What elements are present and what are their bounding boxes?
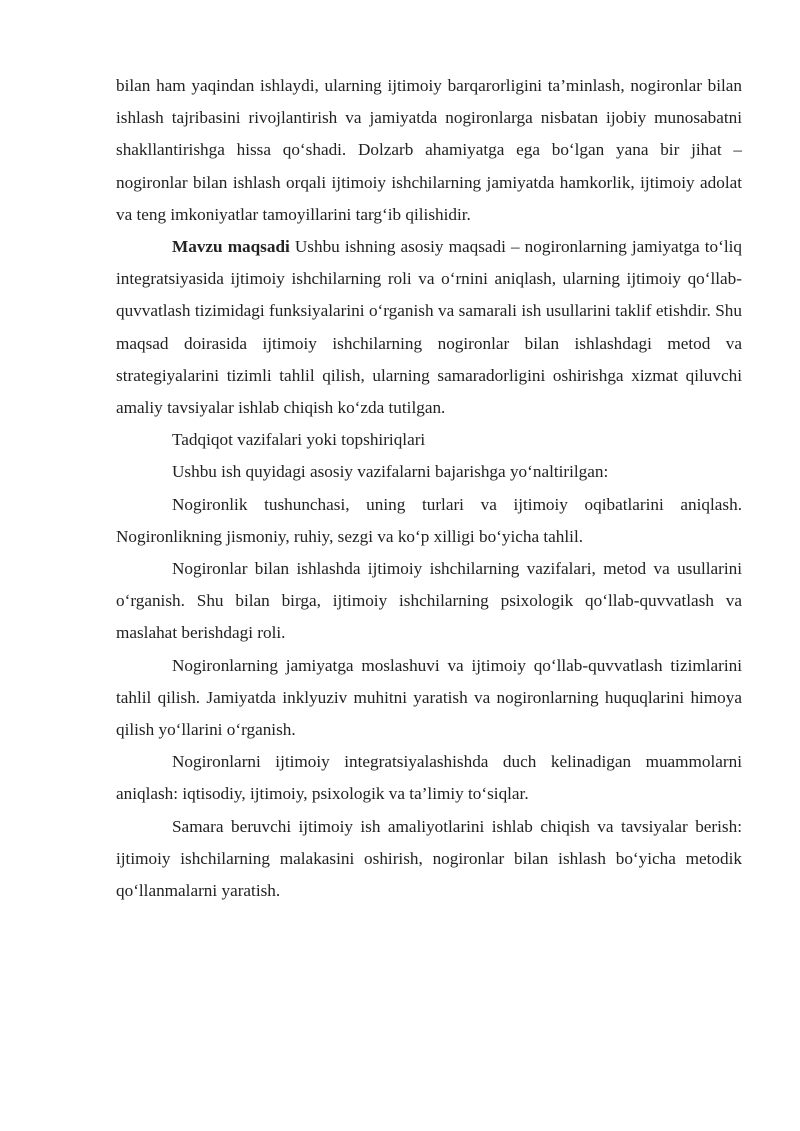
paragraph-task-5: Samara beruvchi ijtimoiy ish amaliyotlarini ishlab chiqish va tavsiyalar berish: ijtimoiy ishchilarning malakasini oshirish, nogironlar bilan ishlash bo‘yicha metodik qo‘llanmalarni yaratish. (116, 816, 742, 901)
paragraph-task-3: Nogironlarning jamiyatga moslashuvi va ijtimoiy qo‘llab-quvvatlash tizimlarini tahlil qilish. Jamiyatda inklyuziv muhitni yaratish va nogironlarning huquqlarini himoya qilish yo‘llarini o‘rganish. (116, 655, 742, 740)
paragraph-topic-goal (116, 231, 742, 424)
topic-goal-heading: Mavzu maqsadi (172, 237, 290, 257)
document-page (116, 70, 742, 907)
paragraph-task-4: Nogironlarni ijtimoiy integratsiyalashishda duch kelinadigan muammolarni aniqlash: iqtisodiy, ijtimoiy, psixologik va ta’limiy to‘siqlar. (116, 752, 742, 804)
paragraph-task-2: Nogironlar bilan ishlashda ijtimoiy ishchilarning vazifalari, metod va usullarini o‘rganish. Shu bilan birga, ijtimoiy ishchilarning psixologik qo‘llab-quvvatlash va maslahat berishdagi roli. (116, 559, 742, 643)
paragraph-tasks-intro: Ushbu ish quyidagi asosiy vazifalarni bajarishga yo‘naltirilgan: (172, 462, 609, 482)
topic-goal-text: Ushbu ishning asosiy maqsadi – nogironlarning jamiyatga to‘liq integratsiyasida ijtimoiy ishchilarning roli va o‘rnini aniqlash, ularning ijtimoiy qo‘llab-quvvatlash tizimidagi funksiyalarini o‘rganish va samarali ish usullarini taklif etishdir. Shu maqsad doirasida ijtimoiy ishchilarning nogironlar bilan ishlashdagi metod va strategiyalarini tizimli tahlil qilish, ularning samaradorligini oshirishga xizmat qiluvchi amaliy tavsiyalar ishlab chiqish ko‘zda tutilgan. (116, 237, 742, 418)
paragraph-intro-continuation: bilan ham yaqindan ishlaydi, ularning ijtimoiy barqarorligini ta’minlash, nogironlar bilan ishlash tajribasini rivojlantirish va jamiyatda nogironlarga nisbatan ijobiy munosabatni shakllantirishga hissa qo‘shadi. Dolzarb ahamiyatga ega bo‘lgan yana bir jihat – nogironlar bilan ishlash orqali ijtimoiy ishchilarning jamiyatda hamkorlik, ijtimoiy adolat va teng imkoniyatlar tamoyillarini targ‘ib qilishidir. (116, 76, 742, 224)
paragraph-research-tasks-heading: Tadqiqot vazifalari yoki topshiriqlari (172, 430, 426, 450)
paragraph-task-1: Nogironlik tushunchasi, uning turlari va ijtimoiy oqibatlarini aniqlash. Nogironlikning jismoniy, ruhiy, sezgi va ko‘p xilligi bo‘yicha tahlil. (116, 494, 742, 546)
